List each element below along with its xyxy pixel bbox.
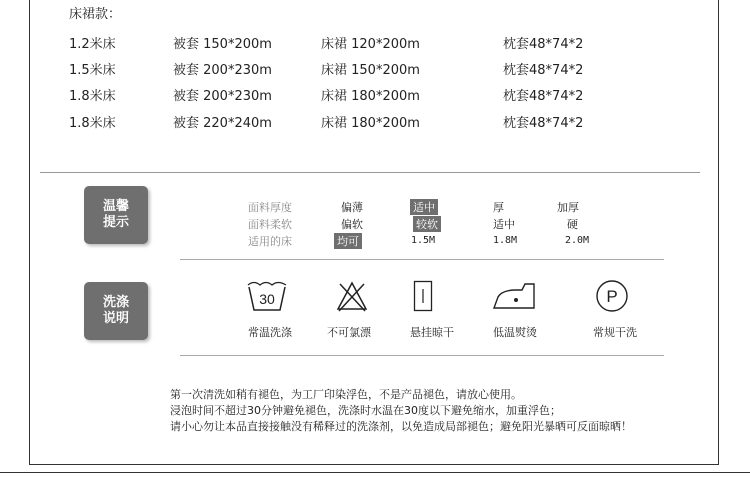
pillowcase-size: 枕套48*74*2 bbox=[503, 116, 584, 131]
duvet-cover-size: 被套 150*200m bbox=[173, 37, 272, 52]
bed-size: 1.8米床 bbox=[69, 89, 116, 104]
thickness-option: 加厚 bbox=[557, 201, 579, 214]
softness-label: 面料柔软 bbox=[248, 218, 292, 231]
bed-skirt-size: 床裙 180*200m bbox=[321, 116, 420, 131]
softness-option: 偏软 bbox=[341, 218, 363, 231]
size-heading: 床裙款： bbox=[69, 7, 122, 22]
bed-fit-option-selected: 均可 bbox=[334, 233, 362, 249]
bed-size: 1.5米床 bbox=[69, 63, 116, 78]
dry-clean-letter: P bbox=[606, 287, 618, 306]
section-divider bbox=[40, 172, 700, 173]
tips-divider bbox=[180, 259, 664, 260]
pillowcase-size: 枕套48*74*2 bbox=[503, 89, 584, 104]
wash-badge-line1: 洗涤 bbox=[102, 295, 129, 310]
bed-fit-option: 1.5M bbox=[411, 235, 436, 246]
tips-badge-line1: 温馨 bbox=[102, 199, 129, 214]
wash-temp-text: 30 bbox=[259, 291, 275, 307]
bed-size: 1.8米床 bbox=[69, 116, 116, 131]
softness-option: 适中 bbox=[493, 218, 515, 231]
care-label: 常温洗涤 bbox=[248, 326, 292, 339]
bed-skirt-size: 床裙 120*200m bbox=[321, 37, 420, 52]
duvet-cover-size: 被套 200*230m bbox=[173, 63, 272, 78]
care-label: 悬挂晾干 bbox=[410, 326, 454, 339]
bed-fit-label: 适用的床 bbox=[248, 235, 292, 248]
note-line: 浸泡时间不超过30分钟避免褪色，洗涤时水温在30度以下避免缩水，加重浮色； bbox=[170, 404, 561, 417]
bed-fit-option: 1.8M bbox=[493, 235, 518, 246]
care-label: 常规干洗 bbox=[593, 326, 637, 339]
thickness-label: 面料厚度 bbox=[248, 201, 292, 214]
pillowcase-size: 枕套48*74*2 bbox=[503, 63, 584, 78]
bottom-divider bbox=[0, 472, 750, 473]
thickness-option: 偏薄 bbox=[341, 201, 363, 214]
bed-fit-option: 2.0M bbox=[565, 235, 590, 246]
note-line: 第一次清洗如稍有褪色，为工厂印染浮色，不是产品褪色，请放心使用。 bbox=[170, 388, 522, 401]
low-iron-icon bbox=[492, 278, 538, 314]
dry-clean-p-icon bbox=[594, 278, 630, 314]
pillowcase-size: 枕套48*74*2 bbox=[503, 37, 584, 52]
softness-option: 硬 bbox=[567, 218, 578, 231]
care-label: 不可氯漂 bbox=[327, 326, 371, 339]
softness-option-selected: 较软 bbox=[413, 216, 441, 232]
no-bleach-icon bbox=[334, 278, 370, 314]
hang-dry-icon bbox=[412, 278, 434, 314]
wash-badge-line2: 说明 bbox=[102, 311, 129, 326]
duvet-cover-size: 被套 220*240m bbox=[173, 116, 272, 131]
bed-skirt-size: 床裙 150*200m bbox=[321, 63, 420, 78]
bed-skirt-size: 床裙 180*200m bbox=[321, 89, 420, 104]
thickness-option-selected: 适中 bbox=[410, 199, 438, 215]
wash-badge bbox=[84, 282, 148, 340]
tips-badge bbox=[84, 186, 148, 244]
duvet-cover-size: 被套 200*230m bbox=[173, 89, 272, 104]
tips-badge-line2: 提示 bbox=[102, 215, 129, 230]
thickness-option: 厚 bbox=[493, 201, 504, 214]
wash-divider bbox=[180, 355, 664, 356]
care-label: 低温熨烫 bbox=[493, 326, 537, 339]
bed-size: 1.2米床 bbox=[69, 37, 116, 52]
wash-30-icon bbox=[246, 278, 288, 314]
note-line: 请小心勿让本品直接接触没有稀释过的洗涤剂，以免造成局部褪色；避免阳光暴晒可反面晾晒！ bbox=[170, 420, 632, 433]
